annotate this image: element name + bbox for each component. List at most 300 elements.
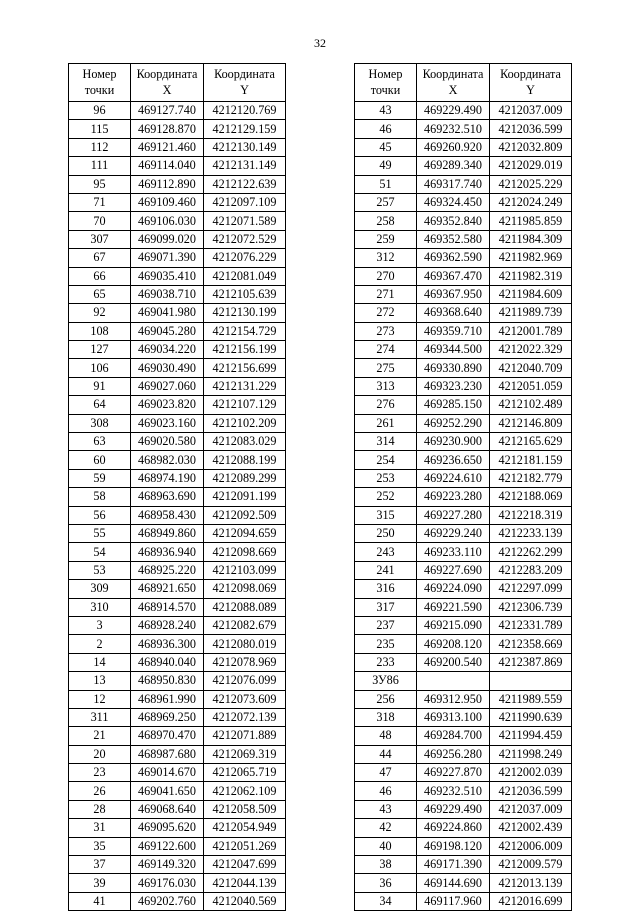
- cell-point-number: 37: [69, 856, 131, 874]
- cell-point-number: 2: [69, 635, 131, 653]
- header-x-line-2: X: [162, 82, 172, 97]
- cell-coordinate-x: 469112.890: [131, 175, 204, 193]
- table-row: [69, 120, 286, 138]
- cell-point-number: 21: [69, 727, 131, 745]
- table-row: [69, 598, 286, 616]
- cell-coordinate-y: 4211998.249: [490, 745, 572, 763]
- cell-coordinate-x: 469285.150: [417, 396, 490, 414]
- cell-coordinate-y: 4212088.089: [204, 598, 286, 616]
- table-body-left: [69, 102, 286, 911]
- cell-point-number: 26: [69, 782, 131, 800]
- table-row: [69, 800, 286, 818]
- cell-coordinate-x: 469127.740: [131, 102, 204, 120]
- table-row: [69, 690, 286, 708]
- table-row: [355, 451, 572, 469]
- table-row: [355, 653, 572, 671]
- cell-coordinate-y: 4212025.229: [490, 175, 572, 193]
- table-row: [69, 727, 286, 745]
- cell-coordinate-y: 4211984.309: [490, 230, 572, 248]
- cell-point-number: 44: [355, 745, 417, 763]
- cell-coordinate-x: 469041.980: [131, 304, 204, 322]
- cell-coordinate-y: 4212165.629: [490, 433, 572, 451]
- table-row: [69, 837, 286, 855]
- cell-coordinate-y: 4212122.639: [204, 175, 286, 193]
- cell-coordinate-y: 4212029.019: [490, 157, 572, 175]
- cell-coordinate-x: 469312.950: [417, 690, 490, 708]
- table-row: [355, 433, 572, 451]
- cell-point-number: 42: [355, 819, 417, 837]
- cell-coordinate-y: 4212051.269: [204, 837, 286, 855]
- cell-point-number: 54: [69, 543, 131, 561]
- cell-point-number: 106: [69, 359, 131, 377]
- table-row: [69, 580, 286, 598]
- cell-coordinate-x: 469227.690: [417, 561, 490, 579]
- table-row: [355, 616, 572, 634]
- header-x-line-1: Координата: [422, 67, 484, 81]
- cell-point-number: 60: [69, 451, 131, 469]
- cell-coordinate-x: 469144.690: [417, 874, 490, 892]
- table-row: [69, 672, 286, 690]
- cell-coordinate-x: 469284.700: [417, 727, 490, 745]
- cell-coordinate-x: 469149.320: [131, 856, 204, 874]
- table-row: [69, 892, 286, 910]
- cell-coordinate-x: 468928.240: [131, 616, 204, 634]
- cell-point-number: 59: [69, 469, 131, 487]
- coordinates-table-left: [68, 63, 286, 911]
- table-row: [69, 267, 286, 285]
- cell-coordinate-x: 468987.680: [131, 745, 204, 763]
- cell-coordinate-y: 4212182.779: [490, 469, 572, 487]
- cell-coordinate-x: 469045.280: [131, 322, 204, 340]
- cell-point-number: 308: [69, 414, 131, 432]
- header-y-line-1: Координата: [500, 67, 561, 81]
- cell-point-number: 275: [355, 359, 417, 377]
- cell-coordinate-y: 4212024.249: [490, 193, 572, 211]
- cell-coordinate-y: 4211984.609: [490, 285, 572, 303]
- cell-coordinate-y: 4212036.599: [490, 120, 572, 138]
- cell-coordinate-x: 469232.510: [417, 782, 490, 800]
- cell-point-number: 66: [69, 267, 131, 285]
- table-row: [69, 193, 286, 211]
- header-coordinate-x: [131, 64, 204, 102]
- cell-coordinate-y: 4212040.709: [490, 359, 572, 377]
- cell-coordinate-y: 4212081.049: [204, 267, 286, 285]
- cell-coordinate-y: 4212098.669: [204, 543, 286, 561]
- cell-coordinate-x: 469034.220: [131, 341, 204, 359]
- table-row: [355, 193, 572, 211]
- table-row: [355, 102, 572, 120]
- cell-coordinate-x: 469223.280: [417, 488, 490, 506]
- cell-coordinate-x: 469227.280: [417, 506, 490, 524]
- cell-coordinate-x: 468914.570: [131, 598, 204, 616]
- cell-coordinate-y: 4212083.029: [204, 433, 286, 451]
- cell-point-number: 64: [69, 396, 131, 414]
- cell-point-number: 271: [355, 285, 417, 303]
- table-row: [69, 708, 286, 726]
- cell-point-number: 43: [355, 102, 417, 120]
- cell-coordinate-y: 4212072.139: [204, 708, 286, 726]
- cell-coordinate-y: 4212080.019: [204, 635, 286, 653]
- table-row: [69, 341, 286, 359]
- cell-coordinate-x: 469330.890: [417, 359, 490, 377]
- cell-point-number: 95: [69, 175, 131, 193]
- cell-coordinate-x: 468950.830: [131, 672, 204, 690]
- cell-coordinate-y: 4212002.039: [490, 764, 572, 782]
- cell-point-number: 317: [355, 598, 417, 616]
- cell-point-number: 237: [355, 616, 417, 634]
- cell-point-number: 46: [355, 782, 417, 800]
- cell-point-number: 41: [69, 892, 131, 910]
- cell-coordinate-y: 4212154.729: [204, 322, 286, 340]
- cell-coordinate-x: 469359.710: [417, 322, 490, 340]
- table-row: [355, 120, 572, 138]
- cell-coordinate-y: 4212105.639: [204, 285, 286, 303]
- header-coordinate-y: [204, 64, 286, 102]
- table-row: [355, 800, 572, 818]
- table-row: [355, 782, 572, 800]
- cell-point-number: 235: [355, 635, 417, 653]
- table-row: [355, 414, 572, 432]
- cell-point-number: 253: [355, 469, 417, 487]
- cell-coordinate-y: 4212297.099: [490, 580, 572, 598]
- table-row: [355, 708, 572, 726]
- header-point-line-1: Номер: [368, 67, 403, 81]
- cell-coordinate-x: 469023.820: [131, 396, 204, 414]
- cell-coordinate-y: 4212097.109: [204, 193, 286, 211]
- cell-coordinate-y: 4212129.159: [204, 120, 286, 138]
- cell-coordinate-x: 469023.160: [131, 414, 204, 432]
- cell-point-number: 309: [69, 580, 131, 598]
- cell-point-number: 63: [69, 433, 131, 451]
- cell-coordinate-x: 469224.860: [417, 819, 490, 837]
- cell-coordinate-x: 469202.760: [131, 892, 204, 910]
- table-row: [69, 488, 286, 506]
- cell-coordinate-y: 4212072.529: [204, 230, 286, 248]
- table-row: [355, 819, 572, 837]
- cell-point-number: 241: [355, 561, 417, 579]
- cell-coordinate-x: 469344.500: [417, 341, 490, 359]
- table-row: [355, 359, 572, 377]
- cell-coordinate-x: 469030.490: [131, 359, 204, 377]
- table-row: [355, 874, 572, 892]
- cell-coordinate-x: 468982.030: [131, 451, 204, 469]
- header-point-line-1: Номер: [82, 67, 117, 81]
- table-row: [69, 819, 286, 837]
- cell-point-number: 38: [355, 856, 417, 874]
- cell-coordinate-y: 4212071.889: [204, 727, 286, 745]
- cell-point-number: ЗУ86: [355, 672, 417, 690]
- table-row: [355, 837, 572, 855]
- cell-coordinate-y: 4212037.009: [490, 102, 572, 120]
- table-body-right: [355, 102, 572, 911]
- cell-point-number: 47: [355, 764, 417, 782]
- cell-coordinate-x: 469221.590: [417, 598, 490, 616]
- cell-coordinate-y: 4211982.319: [490, 267, 572, 285]
- cell-coordinate-y: 4212036.599: [490, 782, 572, 800]
- cell-coordinate-x: 469020.580: [131, 433, 204, 451]
- cell-coordinate-y: 4212233.139: [490, 524, 572, 542]
- cell-coordinate-y: 4212188.069: [490, 488, 572, 506]
- cell-coordinate-x: 469233.110: [417, 543, 490, 561]
- cell-coordinate-y: 4212058.509: [204, 800, 286, 818]
- table-row: [69, 653, 286, 671]
- table-row: [355, 322, 572, 340]
- cell-coordinate-x: 469200.540: [417, 653, 490, 671]
- cell-coordinate-x: 469128.870: [131, 120, 204, 138]
- cell-coordinate-y: 4212331.789: [490, 616, 572, 634]
- table-row: [69, 543, 286, 561]
- cell-coordinate-y: 4212092.509: [204, 506, 286, 524]
- cell-coordinate-x: 468936.940: [131, 543, 204, 561]
- table-row: [69, 377, 286, 395]
- cell-coordinate-x: 468961.990: [131, 690, 204, 708]
- table-row: [69, 157, 286, 175]
- cell-point-number: 67: [69, 249, 131, 267]
- cell-coordinate-y: 4212091.199: [204, 488, 286, 506]
- cell-coordinate-y: 4212306.739: [490, 598, 572, 616]
- cell-coordinate-x: 469071.390: [131, 249, 204, 267]
- cell-point-number: 58: [69, 488, 131, 506]
- cell-coordinate-y: 4212071.589: [204, 212, 286, 230]
- table-row: [69, 212, 286, 230]
- cell-point-number: 257: [355, 193, 417, 211]
- header-point-line-2: точки: [84, 82, 115, 97]
- cell-coordinate-y: 4212065.719: [204, 764, 286, 782]
- cell-coordinate-y: 4212032.809: [490, 138, 572, 156]
- table-row: [69, 285, 286, 303]
- table-row: [69, 175, 286, 193]
- cell-point-number: 273: [355, 322, 417, 340]
- cell-coordinate-x: 468925.220: [131, 561, 204, 579]
- cell-point-number: 14: [69, 653, 131, 671]
- cell-coordinate-y: 4212107.129: [204, 396, 286, 414]
- cell-coordinate-x: 469289.340: [417, 157, 490, 175]
- table-row: [355, 138, 572, 156]
- cell-point-number: 250: [355, 524, 417, 542]
- table-row: [69, 414, 286, 432]
- cell-point-number: 12: [69, 690, 131, 708]
- cell-point-number: 70: [69, 212, 131, 230]
- cell-point-number: 31: [69, 819, 131, 837]
- cell-coordinate-x: 469122.600: [131, 837, 204, 855]
- cell-point-number: 270: [355, 267, 417, 285]
- coordinates-table-right: [354, 63, 572, 911]
- cell-coordinate-y: 4212156.199: [204, 341, 286, 359]
- cell-point-number: 51: [355, 175, 417, 193]
- cell-point-number: 71: [69, 193, 131, 211]
- cell-coordinate-x: 469095.620: [131, 819, 204, 837]
- cell-coordinate-x: 469352.580: [417, 230, 490, 248]
- table-row: [69, 856, 286, 874]
- table-row: [69, 764, 286, 782]
- cell-coordinate-y: 4212130.199: [204, 304, 286, 322]
- cell-coordinate-y: 4212098.069: [204, 580, 286, 598]
- cell-coordinate-y: 4212076.099: [204, 672, 286, 690]
- cell-coordinate-x: 469114.040: [131, 157, 204, 175]
- cell-point-number: 315: [355, 506, 417, 524]
- cell-coordinate-x: 468958.430: [131, 506, 204, 524]
- table-row: [69, 433, 286, 451]
- cell-point-number: 39: [69, 874, 131, 892]
- cell-coordinate-x: 469324.450: [417, 193, 490, 211]
- cell-point-number: 46: [355, 120, 417, 138]
- table-row: [69, 745, 286, 763]
- cell-point-number: 13: [69, 672, 131, 690]
- table-row: [355, 635, 572, 653]
- cell-coordinate-x: 469252.290: [417, 414, 490, 432]
- cell-coordinate-x: [417, 672, 490, 690]
- cell-point-number: 43: [355, 800, 417, 818]
- cell-coordinate-x: 469041.650: [131, 782, 204, 800]
- table-header-row: [355, 64, 572, 102]
- cell-coordinate-y: 4212089.299: [204, 469, 286, 487]
- table-row: [355, 267, 572, 285]
- table-row: [355, 469, 572, 487]
- table-row: [69, 635, 286, 653]
- cell-coordinate-y: 4212069.319: [204, 745, 286, 763]
- cell-coordinate-x: 469313.100: [417, 708, 490, 726]
- cell-coordinate-y: 4212016.699: [490, 892, 572, 910]
- cell-point-number: 3: [69, 616, 131, 634]
- cell-coordinate-y: 4211989.739: [490, 304, 572, 322]
- table-row: [69, 396, 286, 414]
- cell-point-number: 48: [355, 727, 417, 745]
- cell-point-number: 112: [69, 138, 131, 156]
- table-row: [69, 451, 286, 469]
- cell-coordinate-x: 469368.640: [417, 304, 490, 322]
- cell-coordinate-x: 469229.490: [417, 800, 490, 818]
- cell-coordinate-y: 4212283.209: [490, 561, 572, 579]
- cell-coordinate-y: 4212047.699: [204, 856, 286, 874]
- cell-coordinate-x: 468969.250: [131, 708, 204, 726]
- cell-coordinate-y: 4212076.229: [204, 249, 286, 267]
- table-row: [355, 341, 572, 359]
- cell-point-number: 254: [355, 451, 417, 469]
- cell-coordinate-y: 4211985.859: [490, 212, 572, 230]
- cell-point-number: 256: [355, 690, 417, 708]
- table-row: [69, 506, 286, 524]
- cell-coordinate-x: 469121.460: [131, 138, 204, 156]
- table-row: [355, 543, 572, 561]
- cell-coordinate-x: 469099.020: [131, 230, 204, 248]
- cell-point-number: 252: [355, 488, 417, 506]
- cell-coordinate-x: 469352.840: [417, 212, 490, 230]
- cell-coordinate-y: 4212218.319: [490, 506, 572, 524]
- table-row: [355, 230, 572, 248]
- header-x-line-1: Координата: [136, 67, 198, 81]
- cell-coordinate-x: 468949.860: [131, 524, 204, 542]
- table-row: [355, 745, 572, 763]
- cell-coordinate-y: 4212131.149: [204, 157, 286, 175]
- cell-coordinate-y: 4212358.669: [490, 635, 572, 653]
- cell-coordinate-x: 469198.120: [417, 837, 490, 855]
- table-row: [355, 377, 572, 395]
- cell-point-number: 127: [69, 341, 131, 359]
- cell-coordinate-y: 4211982.969: [490, 249, 572, 267]
- cell-point-number: 313: [355, 377, 417, 395]
- page-number: 32: [314, 36, 326, 50]
- cell-coordinate-x: 469229.490: [417, 102, 490, 120]
- table-row: [355, 249, 572, 267]
- cell-coordinate-x: 469224.090: [417, 580, 490, 598]
- cell-coordinate-y: 4212387.869: [490, 653, 572, 671]
- cell-coordinate-x: 469027.060: [131, 377, 204, 395]
- cell-coordinate-y: 4212102.209: [204, 414, 286, 432]
- cell-coordinate-x: 469236.650: [417, 451, 490, 469]
- cell-coordinate-y: 4212006.009: [490, 837, 572, 855]
- cell-coordinate-y: 4211989.559: [490, 690, 572, 708]
- cell-coordinate-y: 4212088.199: [204, 451, 286, 469]
- cell-coordinate-x: 469106.030: [131, 212, 204, 230]
- cell-coordinate-y: 4212051.059: [490, 377, 572, 395]
- cell-point-number: 272: [355, 304, 417, 322]
- table-row: [355, 598, 572, 616]
- table-row: [355, 524, 572, 542]
- cell-coordinate-y: 4212009.579: [490, 856, 572, 874]
- cell-coordinate-y: 4212054.949: [204, 819, 286, 837]
- cell-coordinate-x: 469230.900: [417, 433, 490, 451]
- table-row: [355, 396, 572, 414]
- table-row: [355, 175, 572, 193]
- header-y-line-1: Координата: [214, 67, 275, 81]
- header-coordinate-y: [490, 64, 572, 102]
- cell-point-number: 108: [69, 322, 131, 340]
- cell-point-number: 261: [355, 414, 417, 432]
- header-point-number: [355, 64, 417, 102]
- table-row: [355, 304, 572, 322]
- cell-point-number: 49: [355, 157, 417, 175]
- cell-coordinate-y: 4212001.789: [490, 322, 572, 340]
- table-row: [355, 285, 572, 303]
- cell-point-number: 20: [69, 745, 131, 763]
- table-row: [355, 856, 572, 874]
- header-point-number: [69, 64, 131, 102]
- cell-coordinate-x: 469171.390: [417, 856, 490, 874]
- cell-coordinate-y: 4212078.969: [204, 653, 286, 671]
- table-row: [355, 690, 572, 708]
- cell-coordinate-y: 4212262.299: [490, 543, 572, 561]
- table-row: [355, 212, 572, 230]
- cell-point-number: 56: [69, 506, 131, 524]
- cell-coordinate-x: 469176.030: [131, 874, 204, 892]
- cell-coordinate-y: [490, 672, 572, 690]
- table-row: [69, 230, 286, 248]
- cell-point-number: 259: [355, 230, 417, 248]
- cell-coordinate-y: 4212037.009: [490, 800, 572, 818]
- header-point-line-2: точки: [370, 82, 401, 97]
- cell-point-number: 45: [355, 138, 417, 156]
- cell-point-number: 316: [355, 580, 417, 598]
- cell-coordinate-y: 4212082.679: [204, 616, 286, 634]
- cell-coordinate-x: 468963.690: [131, 488, 204, 506]
- table-row: [355, 488, 572, 506]
- cell-point-number: 92: [69, 304, 131, 322]
- table-row: [69, 359, 286, 377]
- cell-coordinate-y: 4212073.609: [204, 690, 286, 708]
- cell-coordinate-y: 4212002.439: [490, 819, 572, 837]
- table-row: [69, 304, 286, 322]
- cell-coordinate-y: 4212102.489: [490, 396, 572, 414]
- table-row: [69, 469, 286, 487]
- table-row: [355, 892, 572, 910]
- cell-coordinate-y: 4212131.229: [204, 377, 286, 395]
- table-row: [69, 102, 286, 120]
- header-x-line-2: X: [448, 82, 458, 97]
- cell-coordinate-y: 4212146.809: [490, 414, 572, 432]
- table-row: [69, 138, 286, 156]
- cell-coordinate-y: 4211990.639: [490, 708, 572, 726]
- cell-point-number: 258: [355, 212, 417, 230]
